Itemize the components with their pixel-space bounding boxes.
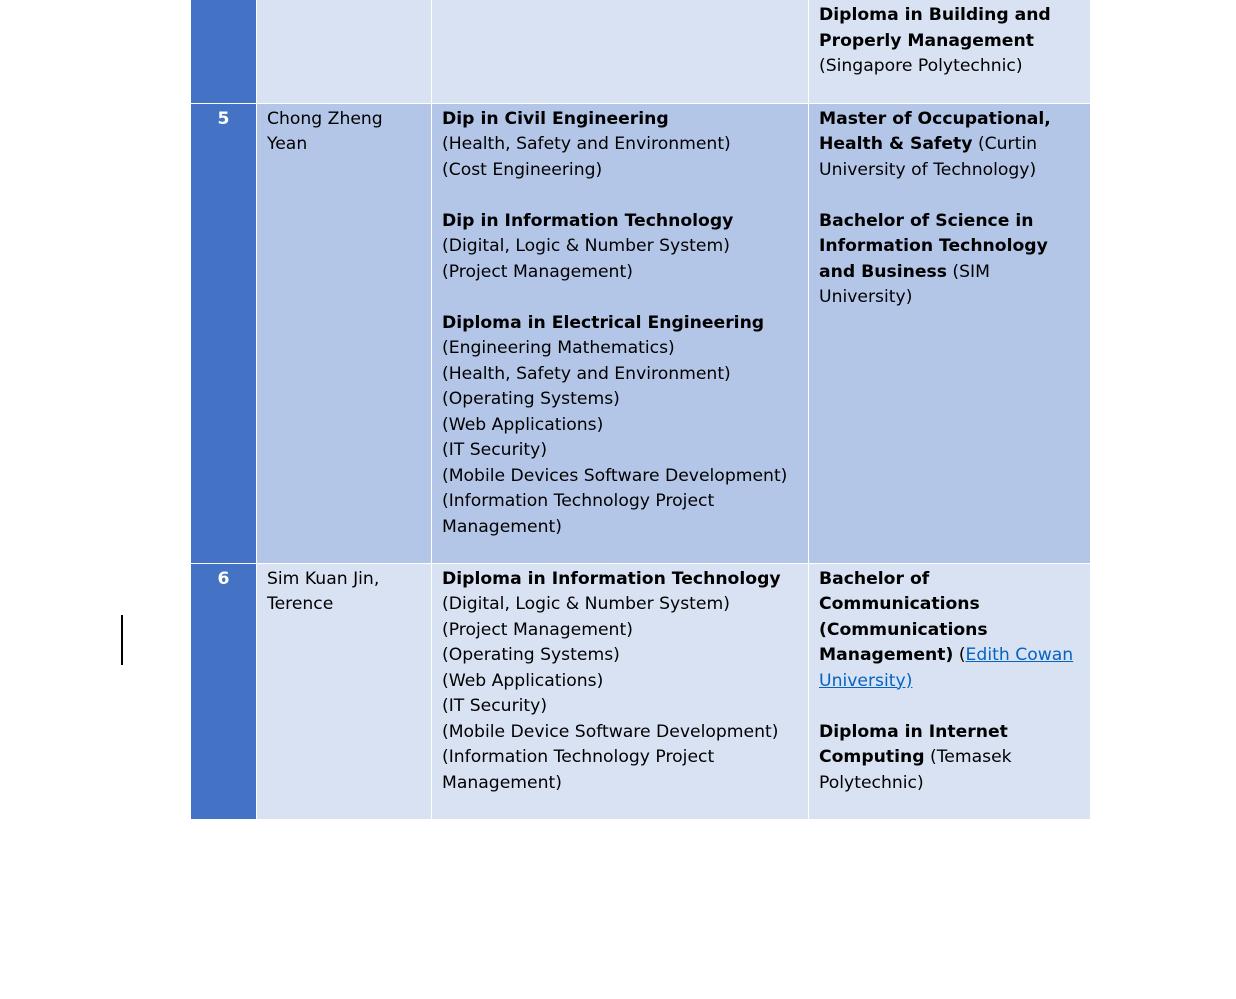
module-item: (Digital, Logic & Number System)	[442, 236, 730, 256]
courses-cell	[432, 563, 809, 819]
module-item: (Mobile Devices Software Development)	[442, 465, 788, 486]
university-link[interactable]: Edith Cowan University)	[819, 645, 1074, 691]
qualification-entry	[819, 567, 1080, 695]
module-item: (Mobile Device Software Development)	[442, 721, 779, 742]
row-number-cell: 6	[191, 563, 257, 819]
name-cell: Chong Zheng Yean	[257, 103, 432, 563]
qualification-title: Properly Management	[819, 30, 1034, 51]
qualification-institution: (SIM University)	[819, 261, 990, 307]
module-item: (Web Applications)	[442, 414, 604, 435]
qualification-title: Master of Occupational, Health & Safety	[819, 108, 1051, 154]
course-title: Dip in Civil Engineering	[442, 108, 669, 129]
module-item: (Information Technology Project Management)	[442, 747, 715, 793]
module-item: (Engineering Mathematics)	[442, 338, 675, 358]
qualification-title: Bachelor of Science in Information Technology and Business	[819, 210, 1048, 282]
module-item: (Cost Engineering)	[442, 159, 603, 180]
module-item: (Health, Safety and Environment)	[442, 134, 731, 154]
module-item: (Project Management)	[442, 261, 633, 282]
name-cell: Sim Kuan Jin, Terence	[257, 563, 432, 819]
course-title: Diploma in Information Technology	[442, 568, 781, 589]
module-item: (Project Management)	[442, 619, 633, 640]
courses-cell	[432, 0, 809, 103]
qualification-entry	[819, 107, 1080, 184]
row-number-cell	[191, 0, 257, 103]
qualification-entry	[819, 209, 1080, 311]
qualifications-cell	[809, 563, 1091, 819]
qualification-entry	[819, 720, 1080, 797]
module-item: (IT Security)	[442, 696, 548, 716]
table-row	[191, 103, 1091, 563]
table-row	[191, 0, 1091, 103]
table-row	[191, 563, 1091, 819]
course-title: Dip in Information Technology	[442, 210, 734, 231]
qualification-title: Bachelor of Communications (Communications Management)	[819, 568, 988, 665]
staff-qualifications-table	[190, 0, 1091, 820]
module-item: (Information Technology Project Management)	[442, 491, 715, 537]
qualification-institution: (Temasek Polytechnic)	[819, 747, 1012, 793]
qualification-title: Diploma in Building and	[819, 5, 1051, 25]
module-item: (Web Applications)	[442, 670, 604, 691]
module-item: (Operating Systems)	[442, 645, 620, 665]
qualifications-cell	[809, 103, 1091, 563]
courses-cell	[432, 103, 809, 563]
qualification-title: Diploma in Internet Computing	[819, 721, 1008, 767]
module-item: (Health, Safety and Environment)	[442, 363, 731, 384]
qualification-institution: (Curtin University of Technology)	[819, 134, 1038, 180]
module-item: (Operating Systems)	[442, 389, 620, 409]
module-item: (Digital, Logic & Number System)	[442, 594, 730, 614]
qualification-institution: (Singapore Polytechnic)	[819, 56, 1023, 76]
qualifications-cell	[809, 0, 1091, 103]
name-cell	[257, 0, 432, 103]
text-cursor	[121, 615, 123, 665]
module-item: (IT Security)	[442, 440, 548, 460]
row-number-cell: 5	[191, 103, 257, 563]
course-title: Diploma in Electrical Engineering	[442, 312, 765, 333]
qualification-institution: (	[953, 645, 966, 665]
